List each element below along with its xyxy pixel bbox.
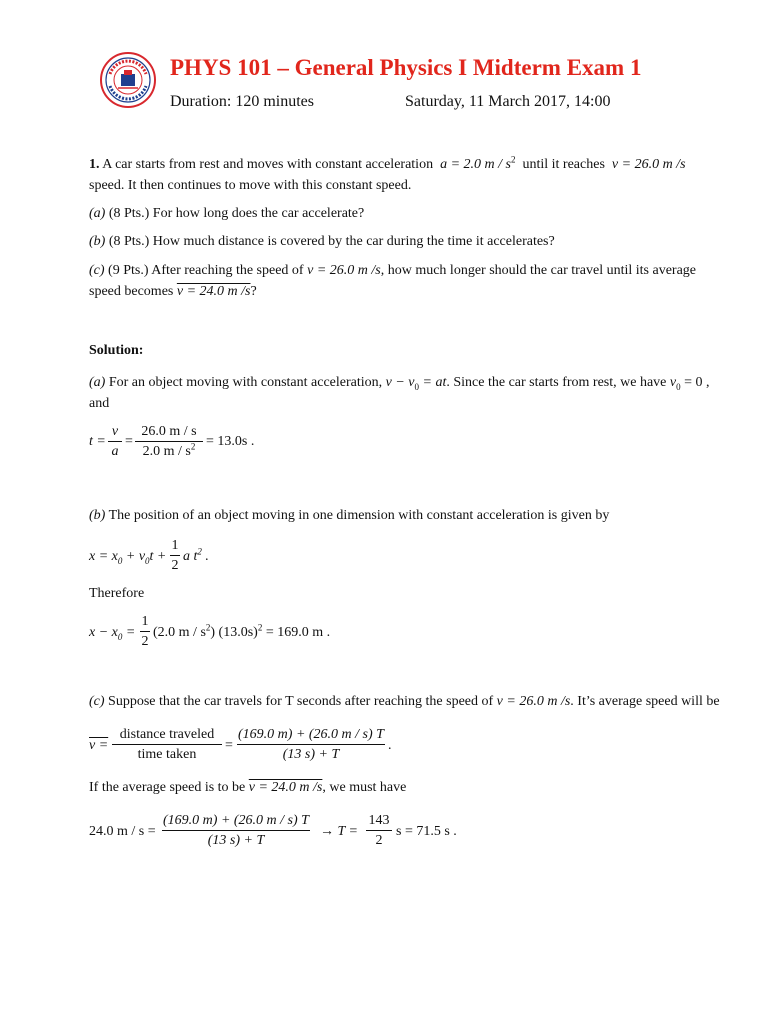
exam-date: Saturday, 11 March 2017, 14:00 <box>405 93 611 110</box>
page-title: PHYS 101 – General Physics I Midterm Exam 1 <box>170 55 642 80</box>
eq-a-result: = 13.0s . <box>206 434 255 449</box>
solution-heading: Solution: <box>89 343 144 358</box>
problem-intro-b: until it reaches <box>522 157 605 172</box>
eq-b-position: $x = x_0 + v_0t$ + <box>89 549 167 566</box>
eq-c-frac-values: (169.0 m) + (26.0 m / s) T (13 s) + T <box>238 727 384 762</box>
problem-number: 1. <box>89 157 100 172</box>
eq-c-dot: . <box>388 738 392 753</box>
eq-c-vbar: v = <box>89 738 109 753</box>
eq-a-equals: = <box>125 434 133 449</box>
solution-b-therefore: Therefore <box>89 586 145 601</box>
eq-a-frac-v-over-a: v a <box>108 424 122 460</box>
eq-a-frac-values: 26.0 m / s 2.0 m / $s^2$ <box>135 424 203 460</box>
exam-duration: Duration: 120 minutes <box>170 93 314 110</box>
part-c-question-line-1: (c) (9 Pts.) After reaching the speed of v = 26.0 m /s, how much longer should the car travel until its average <box>89 263 697 278</box>
eq-c-final-frac: (169.0 m) + (26.0 m / s) T (13 s) + T <box>163 813 309 848</box>
eq-a-t: t = <box>89 434 106 449</box>
eq-c-final-left: 24.0 m / s = <box>89 824 156 839</box>
acceleration-value: a = 2.0 m / s <box>440 157 511 172</box>
eq-b-at2: a $t^2$ . <box>183 546 209 564</box>
solution-a-line-1: (a) For an object moving with constant acceleration, $v - v_0$ = at. Since the car starts from rest, we have $v_0 = 0$ , <box>89 375 710 392</box>
part-c-question-line-2: speed becomes v = 24.0 m /s? <box>89 284 257 299</box>
eq-c-final-result: s = 71.5 s . <box>396 824 457 839</box>
solution-b-text: (b) The position of an object moving in one dimension with constant acceleration is given by <box>89 508 610 523</box>
eq-c-equals: = <box>225 738 233 753</box>
part-b-question: (b) (8 Pts.) How much distance is covered by the car during the time it accelerates? <box>89 234 555 249</box>
eq-c-t-frac: 143 2 <box>366 813 392 849</box>
problem-intro-a: A car starts from rest and moves with constant acceleration <box>102 157 434 172</box>
eq-c-arrow-t: → T = <box>320 824 358 839</box>
part-a-question: (a) (8 Pts.) For how long does the car accelerate? <box>89 206 365 221</box>
problem-line-2: speed. It then continues to move with this constant speed. <box>89 178 412 193</box>
eq-c-frac-definition: distance traveled time taken <box>112 727 222 763</box>
eq-b-half: 1 2 <box>171 538 179 573</box>
university-seal-logo <box>100 52 156 108</box>
speed-value: v = 26.0 m /s <box>611 157 686 172</box>
solution-c-text: (c) Suppose that the car travels for T seconds after reaching the speed of v = 26.0 m /s. It’s average speed will be <box>89 694 720 709</box>
problem-line-1: 1. A car starts from rest and moves with constant acceleration a = 2.0 m / $s^2$ until it reaches v = 26.0 m /s <box>89 154 686 172</box>
solution-c-condition: If the average speed is to be v = 24.0 m /s, we must have <box>89 780 407 795</box>
solution-a-and: and <box>89 396 110 411</box>
eq-b2-left: $x - x_0$ = <box>89 625 136 642</box>
eq-b2-right: (2.0 m / $s^2$) $(13.0s)^2 = 169.0$ m . <box>153 622 331 640</box>
eq-b2-half: 1 2 <box>141 614 149 649</box>
